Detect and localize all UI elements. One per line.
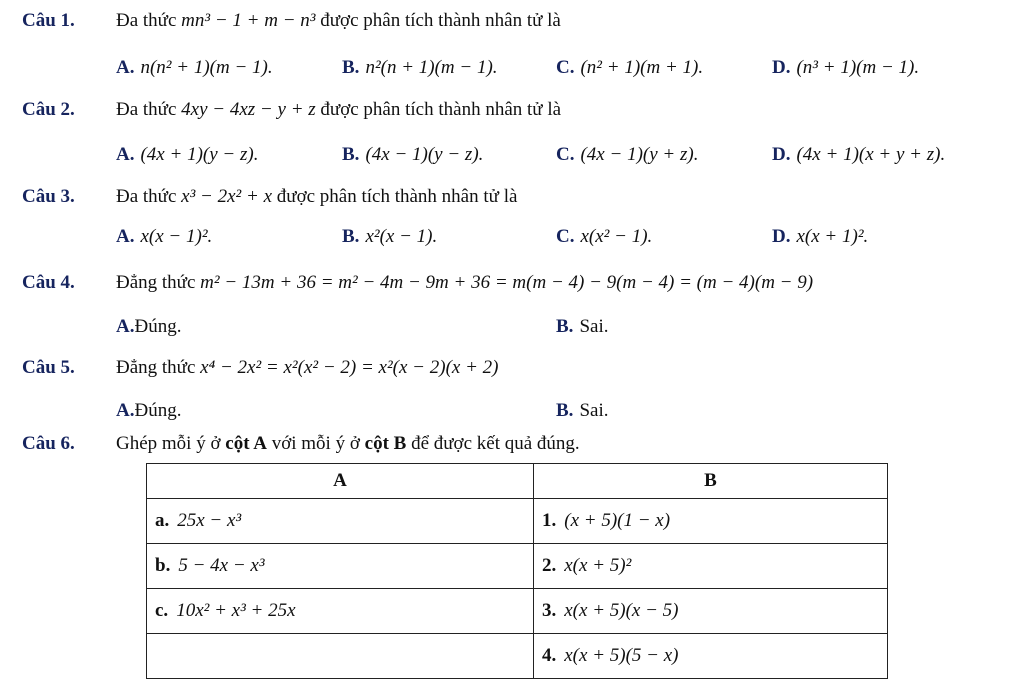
stem-prefix: Ghép mỗi ý ở [116,433,221,454]
question-stem [116,272,813,294]
cell-text: x(x + 5)(5 − x) [564,645,679,666]
cell-b[interactable] [534,589,888,634]
table-row [147,499,888,544]
option-b[interactable] [556,400,608,422]
option-c[interactable] [556,144,698,166]
stem-suffix: được phân tích thành nhân tử là [320,99,562,120]
cell-b[interactable] [534,544,888,589]
cell-b[interactable] [534,499,888,544]
stem-prefix: Đẳng thức [116,357,196,378]
option-label: D. [772,226,791,247]
option-d[interactable] [772,144,945,166]
stem-math: mn³ − 1 + m − n³ [181,10,316,31]
stem-mid: với mỗi ý ở [271,433,360,454]
question-number: Câu 2. [22,99,75,120]
question-number: Câu 5. [22,357,75,378]
option-text: x(x² − 1). [580,226,653,247]
option-text: Sai. [579,316,609,337]
option-a[interactable] [116,144,258,166]
stem-prefix: Đa thức [116,186,177,207]
cell-label: 4. [542,645,557,666]
table-row [147,634,888,679]
stem-column-b: cột B [364,433,407,454]
cell-a [147,634,534,679]
cell-a[interactable] [147,589,534,634]
option-c[interactable] [556,226,652,248]
option-label: A. [116,400,135,421]
cell-label: 1. [542,510,557,531]
option-a[interactable] [116,57,273,79]
cell-label: 2. [542,555,557,576]
option-c[interactable] [556,57,703,79]
matching-table [146,463,888,679]
option-label: B. [556,316,574,337]
option-text: x²(x − 1). [365,226,438,247]
option-label: C. [556,226,575,247]
cell-label: 3. [542,600,557,621]
stem-math: x³ − 2x² + x [181,186,273,207]
stem-math: x⁴ − 2x² = x²(x² − 2) = x²(x − 2)(x + 2) [200,357,499,378]
question-number: Câu 3. [22,186,75,207]
stem-math: m² − 13m + 36 = m² − 4m − 9m + 36 = m(m − 4) − 9(m − 4) = (m − 4)(m − 9) [200,272,814,293]
cell-b[interactable] [534,634,888,679]
option-text: (4x − 1)(y + z). [580,144,699,165]
question-number: Câu 4. [22,272,75,293]
cell-text: 25x − x³ [177,510,242,531]
cell-text: 10x² + x³ + 25x [176,600,296,621]
option-label: C. [556,57,575,78]
option-a[interactable] [116,316,181,338]
table-row [147,589,888,634]
stem-suffix: được phân tích thành nhân tử là [276,186,518,207]
cell-a[interactable] [147,544,534,589]
column-b-header: B [534,464,888,499]
cell-text: 5 − 4x − x³ [178,555,265,576]
option-b[interactable] [342,57,498,79]
stem-prefix: Đa thức [116,99,177,120]
cell-text: x(x + 5)² [564,555,632,576]
option-label: A. [116,144,135,165]
option-a[interactable] [116,400,181,422]
option-text: (n³ + 1)(m − 1). [796,57,920,78]
option-d[interactable] [772,226,868,248]
option-text: (4x − 1)(y − z). [365,144,484,165]
option-text: (n² + 1)(m + 1). [580,57,704,78]
cell-label: c. [155,600,169,621]
option-label: B. [342,144,360,165]
cell-label: b. [155,555,171,576]
option-text: x(x − 1)². [140,226,213,247]
cell-label: a. [155,510,170,531]
option-text: Sai. [579,400,609,421]
stem-prefix: Đa thức [116,10,177,31]
option-text: Đúng. [134,400,182,421]
option-d[interactable] [772,57,919,79]
question-stem [116,186,517,208]
cell-text: x(x + 5)(x − 5) [564,600,679,621]
question-stem [116,357,499,379]
stem-prefix: Đẳng thức [116,272,196,293]
question-stem [116,433,580,455]
option-text: (4x + 1)(y − z). [140,144,259,165]
option-label: D. [772,144,791,165]
cell-text: (x + 5)(1 − x) [564,510,671,531]
option-b[interactable] [556,316,608,338]
question-stem [116,99,561,121]
stem-math: 4xy − 4xz − y + z [181,99,316,120]
option-text: Đúng. [134,316,182,337]
table-header-row [147,464,888,499]
stem-suffix: được phân tích thành nhân tử là [320,10,561,31]
option-label: A. [116,57,135,78]
cell-a[interactable] [147,499,534,544]
stem-suffix: để được kết quả đúng. [411,433,580,454]
option-b[interactable] [342,226,437,248]
option-label: B. [342,226,360,247]
table-row [147,544,888,589]
question-stem [116,10,561,32]
stem-column-a: cột A [225,433,267,454]
option-b[interactable] [342,144,483,166]
option-label: C. [556,144,575,165]
column-a-header: A [147,464,534,499]
option-text: n²(n + 1)(m − 1). [365,57,498,78]
option-label: A. [116,316,135,337]
option-label: B. [556,400,574,421]
option-text: x(x + 1)². [796,226,869,247]
option-label: B. [342,57,360,78]
option-text: n(n² + 1)(m − 1). [140,57,273,78]
option-text: (4x + 1)(x + y + z). [796,144,946,165]
option-label: A. [116,226,135,247]
option-a[interactable] [116,226,212,248]
question-number: Câu 6. [22,433,75,454]
option-label: D. [772,57,791,78]
question-number: Câu 1. [22,10,75,31]
